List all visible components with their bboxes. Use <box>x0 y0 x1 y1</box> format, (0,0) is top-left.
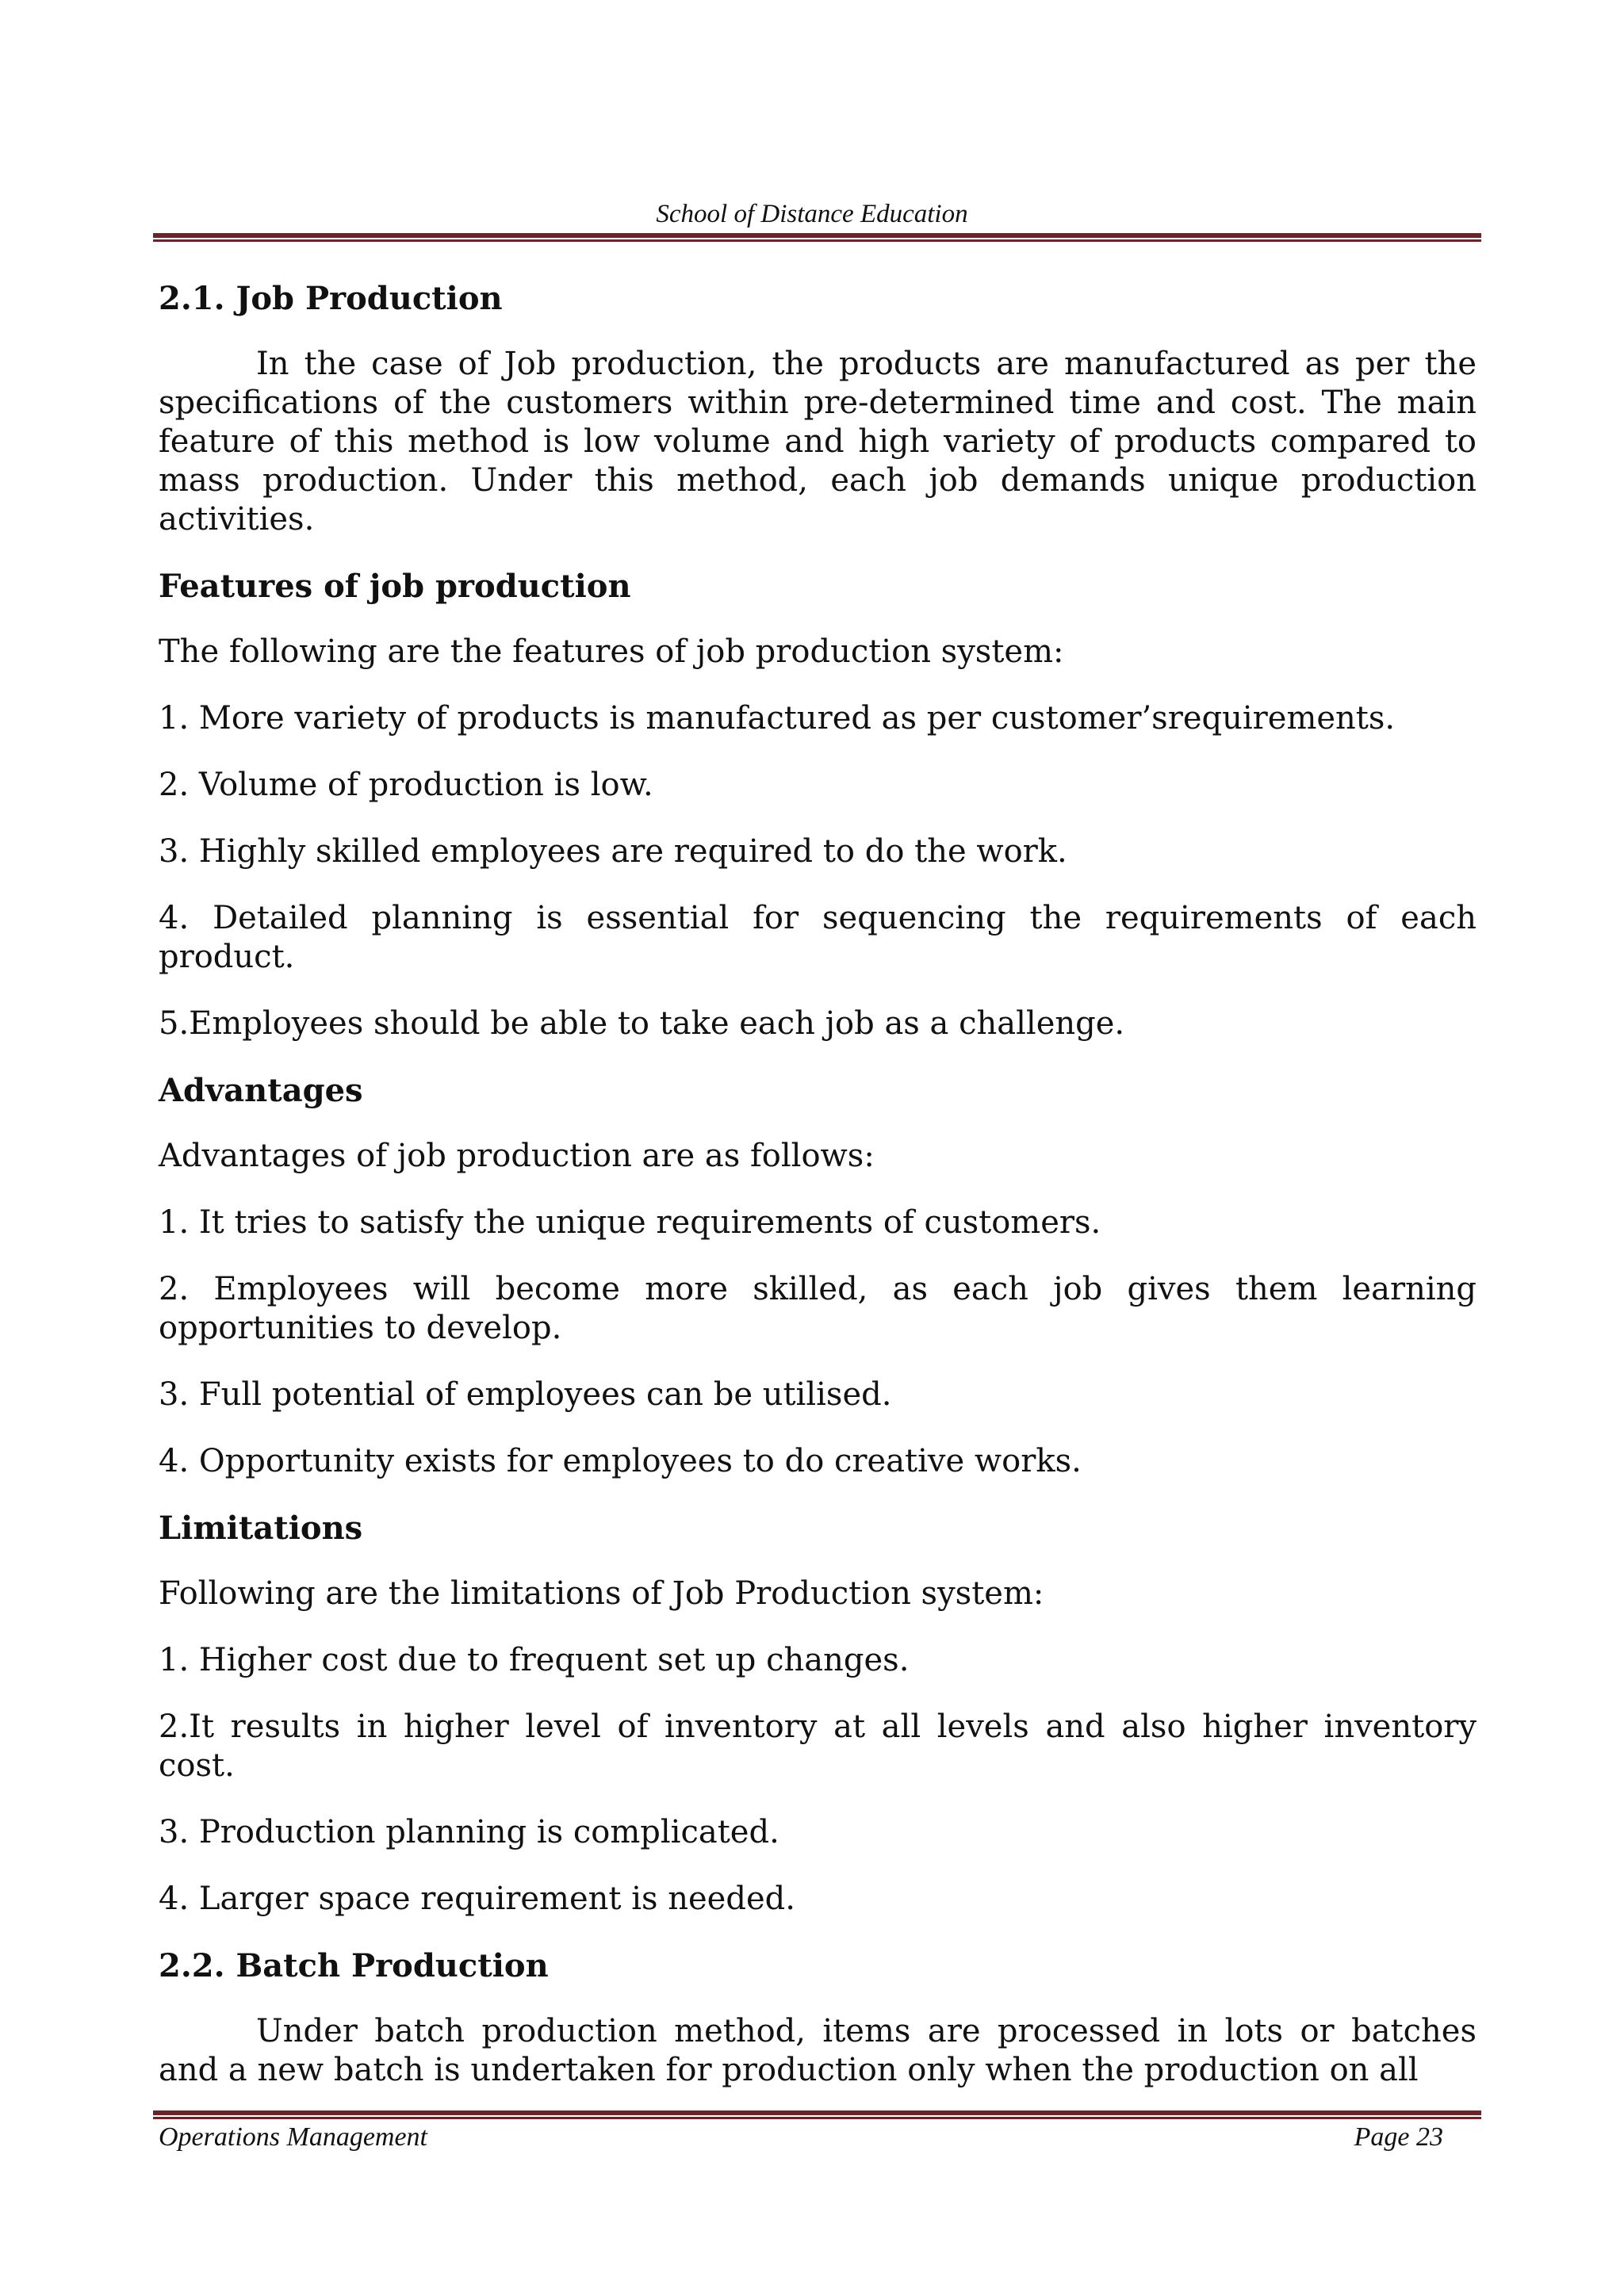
job-production-intro: In the case of Job production, the products are manufactured as per the specifications of the customers within pre-determined time and cost. The main feature of this method is low volume and high variety of products compared to mass production. Under this method, each job demands unique production activities. <box>159 346 1477 538</box>
header-rule <box>153 233 1481 242</box>
advantages-heading: Advantages <box>159 1072 363 1109</box>
features-intro: The following are the features of job production system: <box>159 633 1064 670</box>
section-heading-batch-production: 2.2. Batch Production <box>159 1947 549 1984</box>
limitations-heading: Limitations <box>159 1510 363 1547</box>
running-header: School of Distance Education <box>656 200 968 228</box>
features-heading: Features of job production <box>159 568 631 605</box>
features-list-item: 5.Employees should be able to take each job as a challenge. <box>159 1005 1125 1042</box>
limitations-list-item: 1. Higher cost due to frequent set up changes. <box>159 1642 910 1678</box>
limitations-intro: Following are the limitations of Job Production system: <box>159 1575 1044 1612</box>
advantages-list-item: 2. Employees will become more skilled, as each job gives them learning opportunities to develop. <box>159 1271 1477 1346</box>
limitations-list-item: 2.It results in higher level of inventory at all levels and also higher inventory cost. <box>159 1709 1477 1784</box>
advantages-intro: Advantages of job production are as follows: <box>159 1138 875 1174</box>
footer-course-title: Operations Management <box>159 2122 428 2152</box>
features-list-item: 2. Volume of production is low. <box>159 767 653 803</box>
section-heading-job-production: 2.1. Job Production <box>159 280 503 317</box>
advantages-list-item: 3. Full potential of employees can be utilised. <box>159 1376 892 1413</box>
advantages-list-item: 4. Opportunity exists for employees to do creative works. <box>159 1443 1082 1479</box>
limitations-list-item: 4. Larger space requirement is needed. <box>159 1881 795 1917</box>
limitations-list-item: 3. Production planning is complicated. <box>159 1814 779 1850</box>
advantages-list-item: 1. It tries to satisfy the unique requirements of customers. <box>159 1204 1101 1241</box>
footer-page-number: Page 23 <box>1354 2122 1443 2152</box>
footer-rule <box>153 2110 1481 2119</box>
features-list-item: 3. Highly skilled employees are required to do the work. <box>159 833 1067 870</box>
batch-production-intro: Under batch production method, items are processed in lots or batches and a new batch is undertaken for production only when the production on all <box>159 2013 1477 2088</box>
features-list-item: 1. More variety of products is manufactured as per customer’srequirements. <box>159 700 1396 737</box>
features-list-item: 4. Detailed planning is essential for sequencing the requirements of each product. <box>159 900 1477 975</box>
page-content <box>159 279 1477 2118</box>
